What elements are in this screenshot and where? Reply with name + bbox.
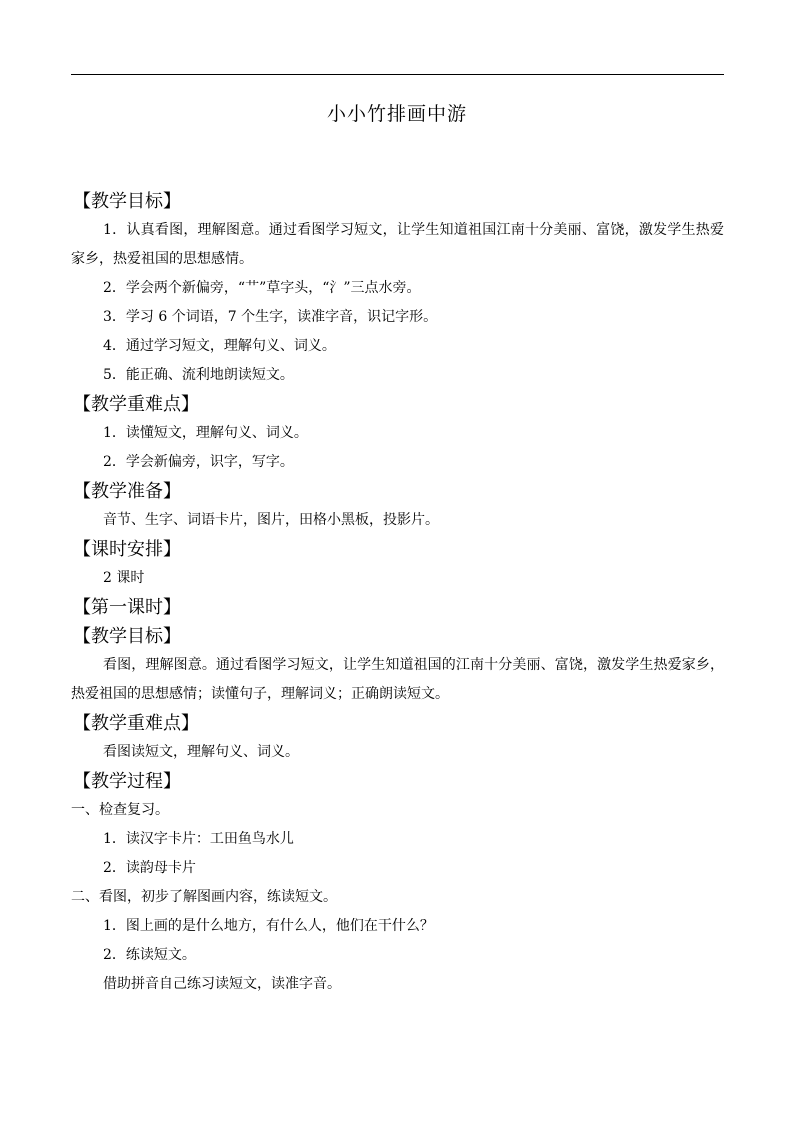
objective-item-4: 4．通过学习短文，理解句义、词义。: [103, 338, 336, 354]
key-point-item-1: 1．读懂短文，理解句义、词义。: [103, 425, 308, 441]
heading-process: 【教学过程】: [73, 771, 181, 792]
preparation-text: 音节、生字、词语卡片，图片，田格小黑板，投影片。: [103, 512, 439, 528]
heading-lesson-1-objectives: 【教学目标】: [73, 626, 181, 647]
heading-lesson-1-key-points: 【教学重难点】: [73, 713, 199, 734]
objective-item-3: 3．学习 6 个词语，7 个生字，读准字音，识记字形。: [103, 309, 438, 325]
process-step-1: 一、检查复习。: [71, 802, 169, 818]
process-step-2: 二、看图，初步了解图画内容，练读短文。: [71, 889, 337, 905]
document-title: 小小竹排画中游: [326, 103, 467, 125]
heading-key-points: 【教学重难点】: [73, 394, 199, 415]
heading-preparation: 【教学准备】: [73, 481, 181, 502]
objective-item-5: 5．能正确、流利地朗读短文。: [103, 367, 294, 383]
schedule-text: 2 课时: [103, 570, 145, 586]
document-body: [71, 187, 724, 999]
heading-schedule: 【课时安排】: [73, 539, 181, 560]
objective-item-1: 1．认真看图，理解图意。通过看图学习短文，让学生知道祖国江南十分美丽、富饶，激发学生热爱家乡，热爱祖国的思想感情。: [71, 222, 724, 267]
process-step-2-note: 借助拼音自己练习读短文，读准字音。: [103, 976, 341, 992]
lesson-1-key-points-text: 看图读短文，理解句义、词义。: [103, 744, 299, 760]
objective-item-2: 2．学会两个新偏旁，“艹”草字头，“氵”三点水旁。: [103, 280, 421, 296]
process-step-1-item-1: 1．读汉字卡片：工田鱼鸟水儿: [103, 831, 294, 847]
lesson-1-objectives-text: 看图，理解图意。通过看图学习短文，让学生知道祖国的江南十分美丽、富饶，激发学生热爱家乡，热爱祖国的思想感情；读懂句子，理解词义；正确朗读短文。: [71, 657, 724, 702]
header-rule: [71, 74, 724, 75]
process-step-2-item-1: 1．图上画的是什么地方，有什么人，他们在干什么？: [103, 918, 434, 934]
process-step-1-item-2: 2．读韵母卡片: [103, 860, 196, 876]
heading-lesson-1: 【第一课时】: [73, 597, 181, 618]
key-point-item-2: 2．学会新偏旁，识字，写字。: [103, 454, 294, 470]
process-step-2-item-2: 2．练读短文。: [103, 947, 196, 963]
heading-objectives: 【教学目标】: [73, 191, 181, 212]
